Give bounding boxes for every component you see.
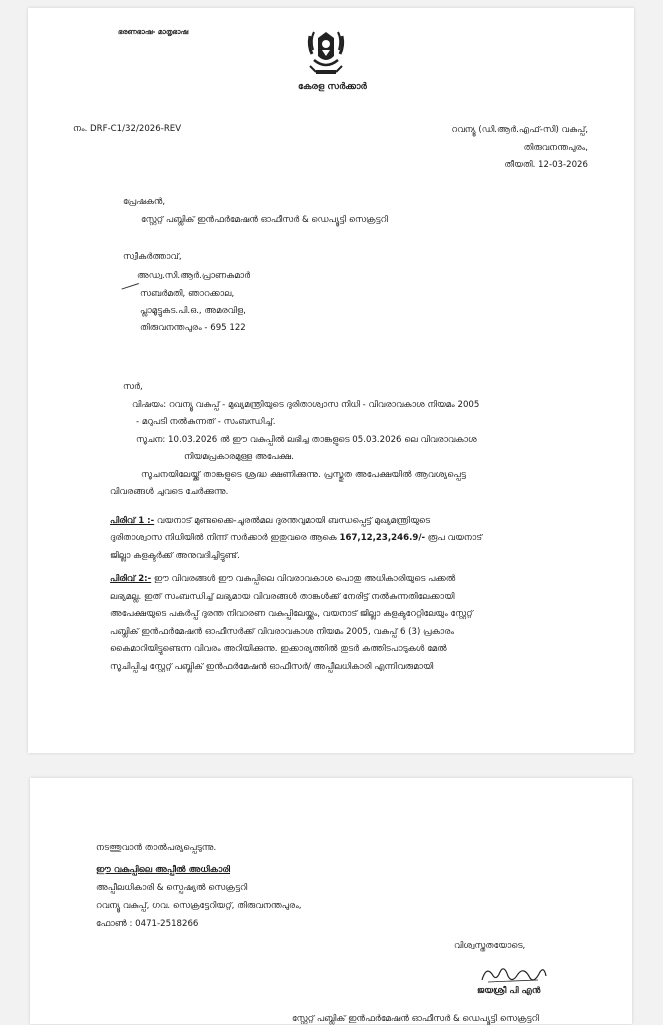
closing: വിശ്വസ്തതയോടെ, — [454, 941, 526, 951]
letterhead-motto: ഭരണഭാഷ- മാതൃഭാഷ — [118, 28, 189, 36]
signature-icon — [478, 962, 550, 988]
item-2-text: ഈ വിവരങ്ങൾ ഈ വകുപ്പിലെ വിവരാവകാശ പൊതു അധികാരിയുടെ പക്കൽ — [151, 574, 456, 584]
item-2-line: ലഭ്യമല്ല. ഇത് സംബന്ധിച്ച് ലഭ്യമായ വിവരങ്ങൾ താങ്കൾക്ക് നേരിട്ട് നൽകുന്നതിലേക്കായി — [110, 592, 455, 602]
letter-date: തീയതി. 12-03-2026 — [504, 160, 588, 170]
letter-page-2 — [30, 778, 632, 1024]
item-1-line — [110, 533, 482, 544]
address-line: തിരുവനന്തപുരം - 695 122 — [140, 323, 246, 333]
from-name: സ്റ്റേറ്റ് പബ്ലിക് ഇൻഫർമേഷൻ ഓഫീസർ & ഡെപ്യൂട്ടി സെക്രട്ടറി — [141, 215, 388, 225]
item-2-line: അപേക്ഷയുടെ പകർപ്പ് ദുരന്ത നിവാരണ വകുപ്പിലേയ്ക്കും, വയനാട് ജില്ലാ കളക്ടറേറ്റിലേയും സ്റ്റേറ്റ് — [110, 609, 473, 619]
subject-line: വിഷയം: റവന്യൂ വകുപ്പ് - മുഖ്യമന്ത്രിയുടെ ദുരിതാശ്വാസ നിധി - വിവരാവകാശ നിയമം 2005 — [132, 400, 480, 410]
signer-name: ജയശ്രീ പി എൻ — [477, 986, 541, 996]
item-2-line — [110, 574, 455, 585]
item-1-text: വയനാട് മുണ്ടക്കൈ-ചൂരൽമല ദുരന്തവുമായി ബന്ധപ്പെട്ട് മുഖ്യമന്ത്രിയുടെ — [154, 516, 431, 526]
letter-page-1 — [28, 8, 634, 753]
appeal-authority-heading: ഈ വകുപ്പിലെ അപ്പീൽ അധികാരി — [96, 865, 231, 875]
address-line: സബർമതി, ഞാറക്കാല, — [140, 289, 235, 299]
reference-line: നിയമപ്രകാരമുള്ള അപേക്ഷ. — [184, 452, 294, 462]
item-1-line — [110, 516, 430, 527]
item-2-line: കൈമാറിയിട്ടുണ്ടെന്ന വിവരം അറിയിക്കുന്നു. ഇക്കാര്യത്തിൽ തുടർ കത്തിടപാടുകൾ മേൽ — [110, 644, 447, 654]
pen-mark — [119, 275, 139, 289]
item-1-amount: 167,12,23,246.9/- — [339, 533, 426, 543]
item-1-text: ദുരിതാശ്വാസ നിധിയിൽ നിന്ന് സർക്കാർ ഇതുവരെ ആകെ — [110, 533, 340, 543]
item-1-label: പിരിവ് 1 :- — [110, 516, 155, 526]
continuation-line: നടത്തുവാൻ താൽപര്യപ്പെടുന്നു. — [96, 843, 217, 853]
body-paragraph: സൂചനയിലേയ്ക്ക് താങ്കളുടെ ശ്രദ്ധ ക്ഷണിക്കുന്നു. പ്രസ്തുത അപേക്ഷയിൽ ആവശ്യപ്പെട്ട — [141, 470, 467, 480]
item-2-line: സൂചിപ്പിച്ച സ്റ്റേറ്റ് പബ്ലിക് ഇൻഫർമേഷൻ ഓഫീസർ/ അപ്പീലധികാരി എന്നിവരുമായി — [110, 662, 434, 672]
item-1-text: രൂപ വയനാട് — [425, 533, 483, 543]
from-label: പ്രേഷകൻ, — [123, 197, 166, 207]
subject-line: - മറുപടി നൽകുന്നത് - സംബന്ധിച്ച്. — [136, 417, 276, 427]
department: റവന്യൂ (ഡി.ആർ.എഫ്-സി) വകുപ്പ്, — [451, 125, 588, 135]
item-2-line: പബ്ലിക് ഇൻഫർമേഷൻ ഓഫീസർക്ക് വിവരാവകാശ നിയമം 2005, വകുപ്പ് 6 (3) പ്രകാരം — [110, 627, 455, 637]
to-label: സ്വീകർത്താവ്, — [123, 252, 182, 262]
government-name: കേരള സർക്കാർ — [298, 82, 367, 92]
item-1-line: ജില്ലാ കളക്ടർക്ക് അനുവദിച്ചിട്ടുണ്ട്. — [110, 551, 240, 561]
salutation: സർ, — [123, 382, 143, 392]
appeal-authority-phone: ഫോൺ : 0471-2518266 — [96, 919, 199, 929]
signer-title: സ്റ്റേറ്റ് പബ്ലിക് ഇൻഫർമേഷൻ ഓഫീസർ & ഡെപ്യൂട്ടി സെക്രട്ടറി — [292, 1014, 539, 1024]
address-line: പ്ലാമൂട്ടുകട.പി.ഒ., അമരവിള, — [140, 306, 246, 316]
address-line: അഡ്വ.സി.ആർ.പ്രാണകുമാർ — [137, 271, 251, 281]
appeal-authority-title: അപ്പീലധികാരി & സ്പെഷ്യൽ സെക്രട്ടറി — [96, 883, 248, 893]
reference-line: സൂചന: 10.03.2026 ൽ ഈ വകുപ്പിൽ ലഭിച്ച താങ്കളുടെ 05.03.2026 ലെ വിവരാവകാശ — [136, 435, 477, 445]
city: തിരുവനന്തപുരം, — [523, 143, 588, 153]
item-2-label: പിരിവ് 2:- — [110, 574, 152, 584]
kerala-emblem-icon — [304, 26, 348, 80]
body-paragraph: വിവരങ്ങൾ ചുവടെ ചേർക്കുന്നു. — [110, 487, 229, 497]
reference-number: നം. DRF-C1/32/2026-REV — [73, 124, 182, 134]
appeal-authority-address: റവന്യൂ വകുപ്പ്, ഗവ. സെക്രട്ടേറിയറ്റ്, തിരുവനന്തപുരം, — [96, 901, 302, 911]
